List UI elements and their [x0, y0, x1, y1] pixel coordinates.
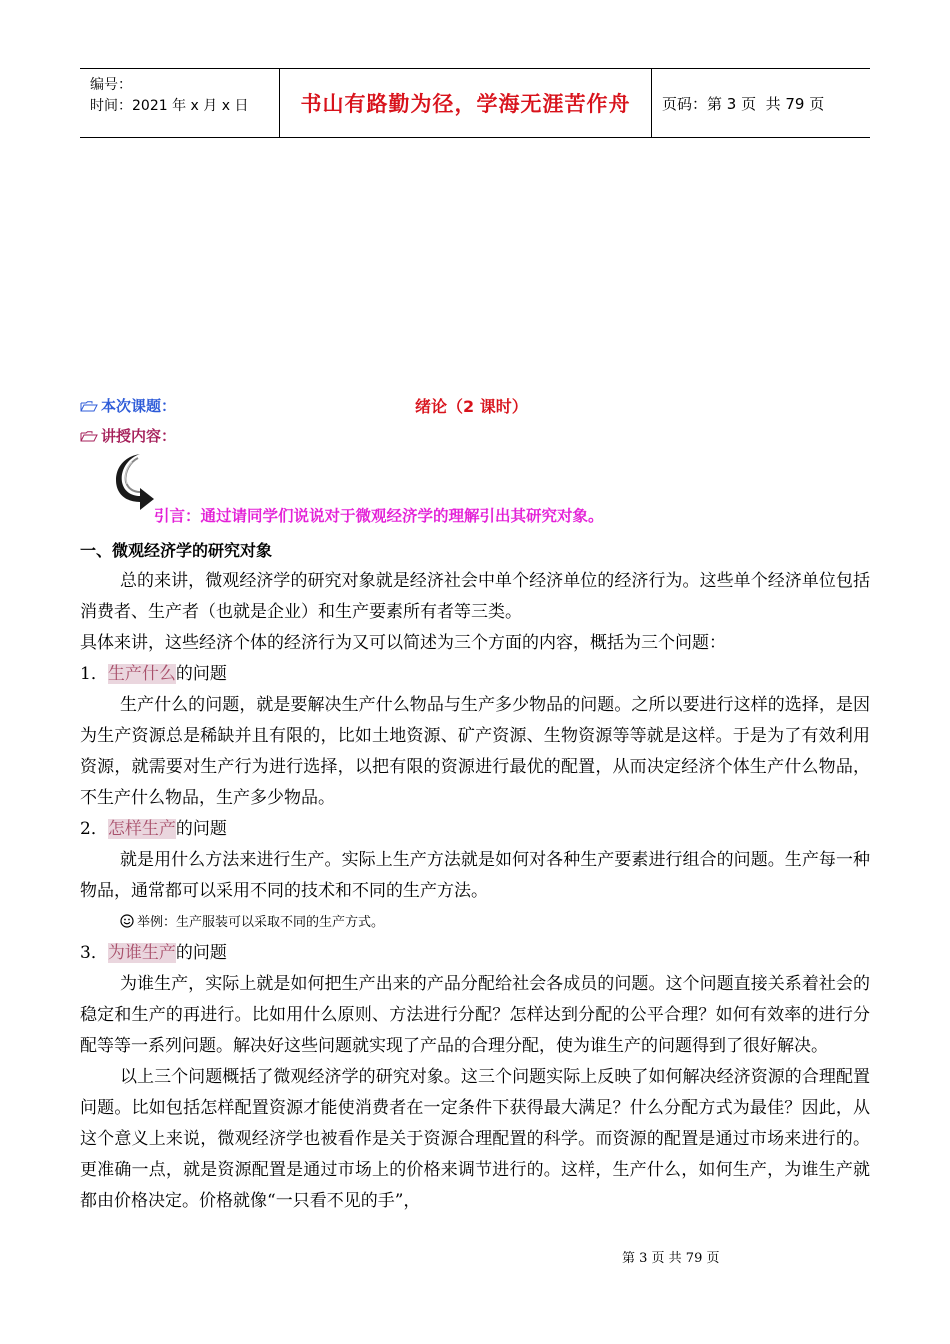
number-label: 编号：: [90, 77, 132, 93]
topic-title: 绪论（2 课时）: [415, 397, 528, 416]
smiley-icon: [120, 914, 134, 928]
content-label: 讲授内容：: [101, 427, 177, 445]
example-text: 举例：生产服装可以采取不同的生产方式。: [137, 915, 385, 930]
page-info: 页码：第 3 页 共 79 页: [662, 94, 825, 113]
topic-row: [80, 395, 870, 419]
content-row: [80, 425, 176, 446]
paragraph: 具体来讲，这些经济个体的经济行为又可以简述为三个方面的内容，概括为三个问题：: [80, 633, 726, 653]
paragraph: 生产什么的问题，就是要解决生产什么物品与生产多少物品的问题。之所以要进行这样的选择，是因为生产资源总是稀缺并且有限的，比如土地资源、矿产资源、生物资源等等就是这样。于是为了有效利用资源，就需要对生产行为进行选择，以把有限的资源进行最优的配置，从而决定经济个体生产什么物品，不生产什么物品，生产多少物品。: [80, 695, 870, 808]
motto-cell: [280, 69, 652, 137]
question-number: 3．: [80, 943, 108, 963]
paragraph: 总的来讲，微观经济学的研究对象就是经济社会中单个经济单位的经济行为。这些单个经济单位包括消费者、生产者（也就是企业）和生产要素所有者等三类。: [80, 571, 870, 622]
page-footer: 第 3 页 共 79 页: [622, 1251, 720, 1266]
page-info-cell: [652, 69, 870, 137]
question-suffix: 的问题: [175, 819, 227, 839]
folder-icon: [80, 401, 98, 412]
time-label: 时间：2021 年 x 月 x 日: [90, 98, 249, 114]
header-meta-cell: [80, 69, 280, 137]
paragraph: 就是用什么方法来进行生产。实际上生产方法就是如何对各种生产要素进行组合的问题。生产每一种物品，通常都可以采用不同的技术和不同的生产方法。: [80, 850, 870, 901]
paragraph: 以上三个问题概括了微观经济学的研究对象。这三个问题实际上反映了如何解决经济资源的合理配置问题。比如包括怎样配置资源才能使消费者在一定条件下获得最大满足？什么分配方式为最佳？因此，从这个意义上来说，微观经济学也被看作是关于资源合理配置的科学。而资源的配置是通过市场来进行的。更准确一点，就是资源配置是通过市场上的价格来调节进行的。这样，生产什么，如何生产，为谁生产就都由价格决定。价格就像“一只看不见的手”，: [80, 1067, 870, 1211]
paragraph: 为谁生产，实际上就是如何把生产出来的产品分配给社会各成员的问题。这个问题直接关系着社会的稳定和生产的再进行。比如用什么原则、方法进行分配？怎样达到分配的公平合理？如何有效率的进行分配等等一系列问题。解决好这些问题就实现了产品的合理分配，使为谁生产的问题得到了很好解决。: [80, 974, 870, 1056]
highlighted-term: 生产什么: [107, 664, 176, 684]
question-heading: [80, 659, 870, 690]
question-number: 2．: [80, 819, 108, 839]
section-heading: 一、微观经济学的研究对象: [80, 541, 273, 560]
highlighted-term: 为谁生产: [107, 943, 176, 963]
header-table: [80, 68, 870, 138]
intro-text: 引言：通过请同学们说说对于微观经济学的理解引出其研究对象。: [154, 507, 604, 525]
folder-icon: [80, 431, 98, 442]
question-suffix: 的问题: [175, 943, 227, 963]
question-heading: [80, 814, 870, 845]
topic-label: 本次课题：: [101, 397, 177, 415]
highlighted-term: 怎样生产: [107, 819, 176, 839]
question-number: 1．: [80, 664, 108, 684]
motto: 书山有路勤为径，学海无涯苦作舟: [300, 92, 631, 116]
question-suffix: 的问题: [175, 664, 227, 684]
example-line: [80, 907, 870, 938]
curled-arrow-icon: [114, 452, 158, 514]
question-heading: [80, 938, 870, 969]
body-text: [80, 535, 870, 1217]
